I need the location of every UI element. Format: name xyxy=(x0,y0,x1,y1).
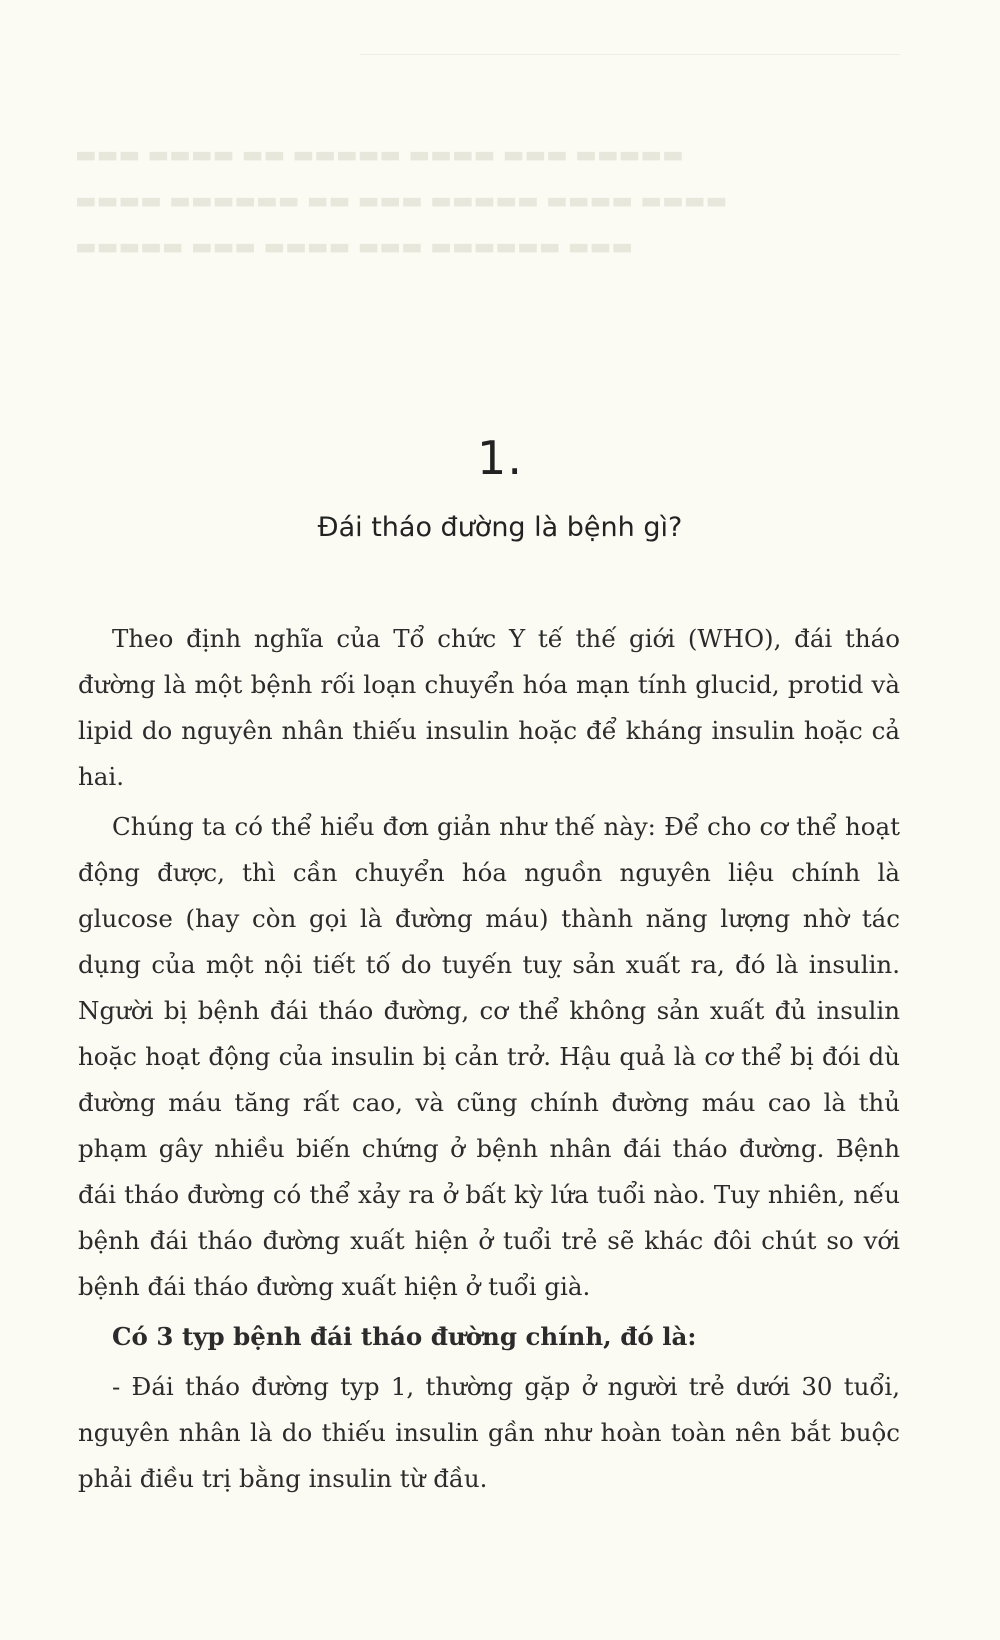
chapter-title: Đái tháo đường là bệnh gì? xyxy=(317,512,683,543)
paragraph: Chúng ta có thể hiểu đơn giản như thế này: Để cho cơ thể hoạt động được, thì cần chuyển hóa nguồn nguyên liệu chính là glucose (hay còn gọi là đường máu) thành năng lượng nhờ tác dụng của một nội tiết tố do tuyến tuỵ sản xuất ra, đó là insulin. Người bị bệnh đái tháo đường, cơ thể không sản xuất đủ insulin hoặc hoạt động của insulin bị cản trở. Hậu quả là cơ thể bị đói dù đường máu tăng rất cao, và cũng chính đường máu cao là thủ phạm gây nhiều biến chứng ở bệnh nhân đái tháo đường. Bệnh đái tháo đường có thể xảy ra ở bất kỳ lứa tuổi nào. Tuy nhiên, nếu bệnh đái tháo đường xuất hiện ở tuổi trẻ sẽ khác đôi chút so với bệnh đái tháo đường xuất hiện ở tuổi già. xyxy=(78,812,900,1301)
body-text xyxy=(78,616,900,1502)
chapter-number: 1. xyxy=(477,431,523,485)
bleed-through-header xyxy=(360,30,900,55)
type-item: - Đái tháo đường typ 1, thường gặp ở người trẻ dưới 30 tuổi, nguyên nhân là do thiếu insulin gần như hoàn toàn nên bắt buộc phải điều trị bằng insulin từ đầu. xyxy=(78,1372,900,1493)
types-heading: Có 3 typ bệnh đái tháo đường chính, đó là: xyxy=(112,1322,697,1351)
paragraph: Theo định nghĩa của Tổ chức Y tế thế giới (WHO), đái tháo đường là một bệnh rối loạn chuyển hóa mạn tính glucid, protid và lipid do nguyên nhân thiếu insulin hoặc để kháng insulin hoặc cả hai. xyxy=(78,624,900,791)
bleed-through-text: ▬▬▬ ▬▬▬▬ ▬▬ ▬▬▬▬▬ ▬▬▬▬ ▬▬▬ ▬▬▬▬▬ ▬▬▬▬ ▬▬▬▬▬▬ ▬▬ ▬▬▬ ▬▬▬▬▬ ▬▬▬▬ ▬▬▬▬ ▬▬▬▬▬ ▬▬▬ ▬▬▬▬ ▬▬▬ ▬▬▬▬▬▬ ▬▬▬ xyxy=(75,142,728,260)
